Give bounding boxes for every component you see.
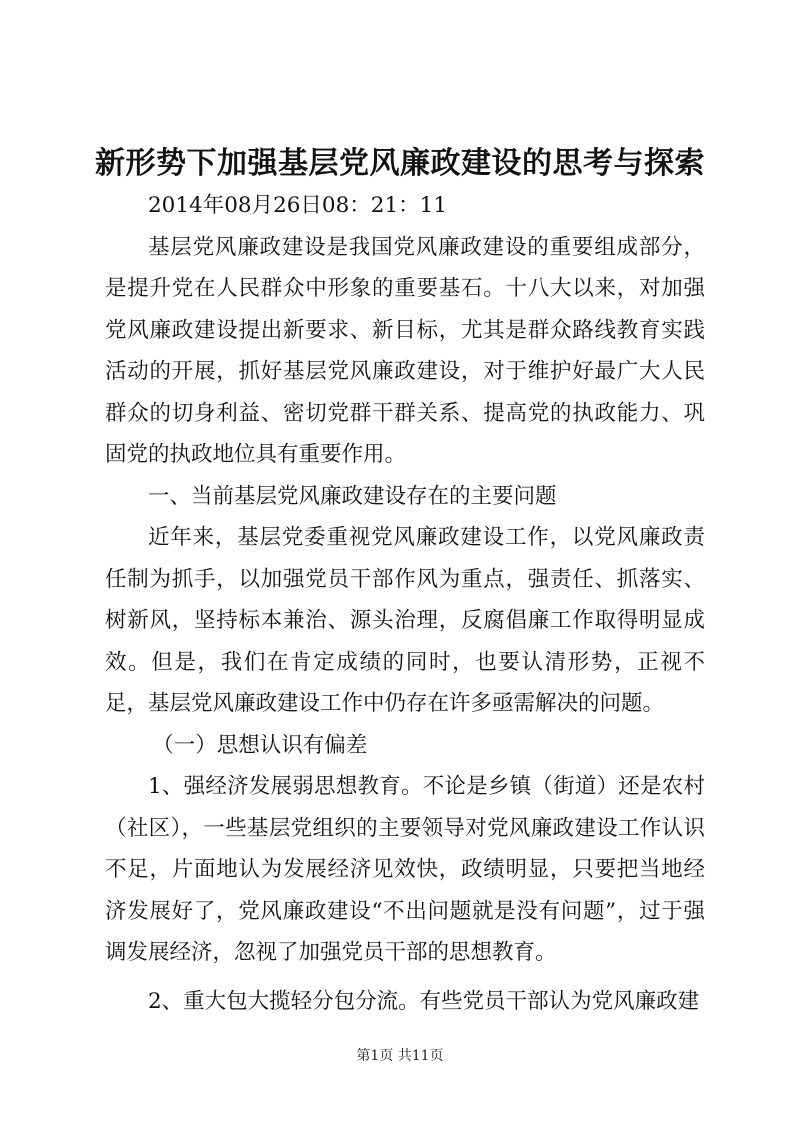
paragraph-section-1: 近年来，基层党委重视党风廉政建设工作，以党风廉政责任制为抓手，以加强党员干部作风为重点，强责任、抓落实、树新风，坚持标本兼治、源头治理，反腐倡廉工作取得明显成效。但是，我们在肯定成绩的同时，也要认清形势，正视不足，基层党风廉政建设工作中仍存在许多亟需解决的问题。 — [105, 525, 705, 716]
paragraph-intro: 基层党风廉政建设是我国党风廉政建设的重要组成部分，是提升党在人民群众中形象的重要基石。十八大以来，对加强党风廉政建设提出新要求、新目标，尤其是群众路线教育实践活动的开展，抓好基层党风廉政建设，对于维护好最广大人民群众的切身利益、密切党群干群关系、提高党的执政能力、巩固党的执政地位具有重要作用。 — [105, 234, 705, 467]
subsection-heading-1: （一）思想认识有偏差 — [152, 732, 368, 758]
document-body — [105, 185, 705, 1022]
page-footer: 第1页 共11页 — [356, 1048, 444, 1064]
paragraph-point-2: 2、重大包大揽轻分包分流。有些党员干部认为党风廉政建 — [148, 988, 700, 1014]
document-timestamp: 2014年08月26日08：21：11 — [148, 193, 448, 218]
document-title: 新形势下加强基层党风廉政建设的思考与探索 — [95, 146, 705, 181]
section-heading-1: 一、当前基层党风廉政建设存在的主要问题 — [148, 483, 557, 509]
paragraph-point-1: 1、强经济发展弱思想教育。不论是乡镇（街道）还是农村（社区），一些基层党组织的主要领导对党风廉政建设工作认识不足，片面地认为发展经济见效快，政绩明显，只要把当地经济发展好了，党风廉政建设“不出问题就是没有问题”，过于强调发展经济，忽视了加强党员干部的思想教育。 — [105, 774, 705, 965]
